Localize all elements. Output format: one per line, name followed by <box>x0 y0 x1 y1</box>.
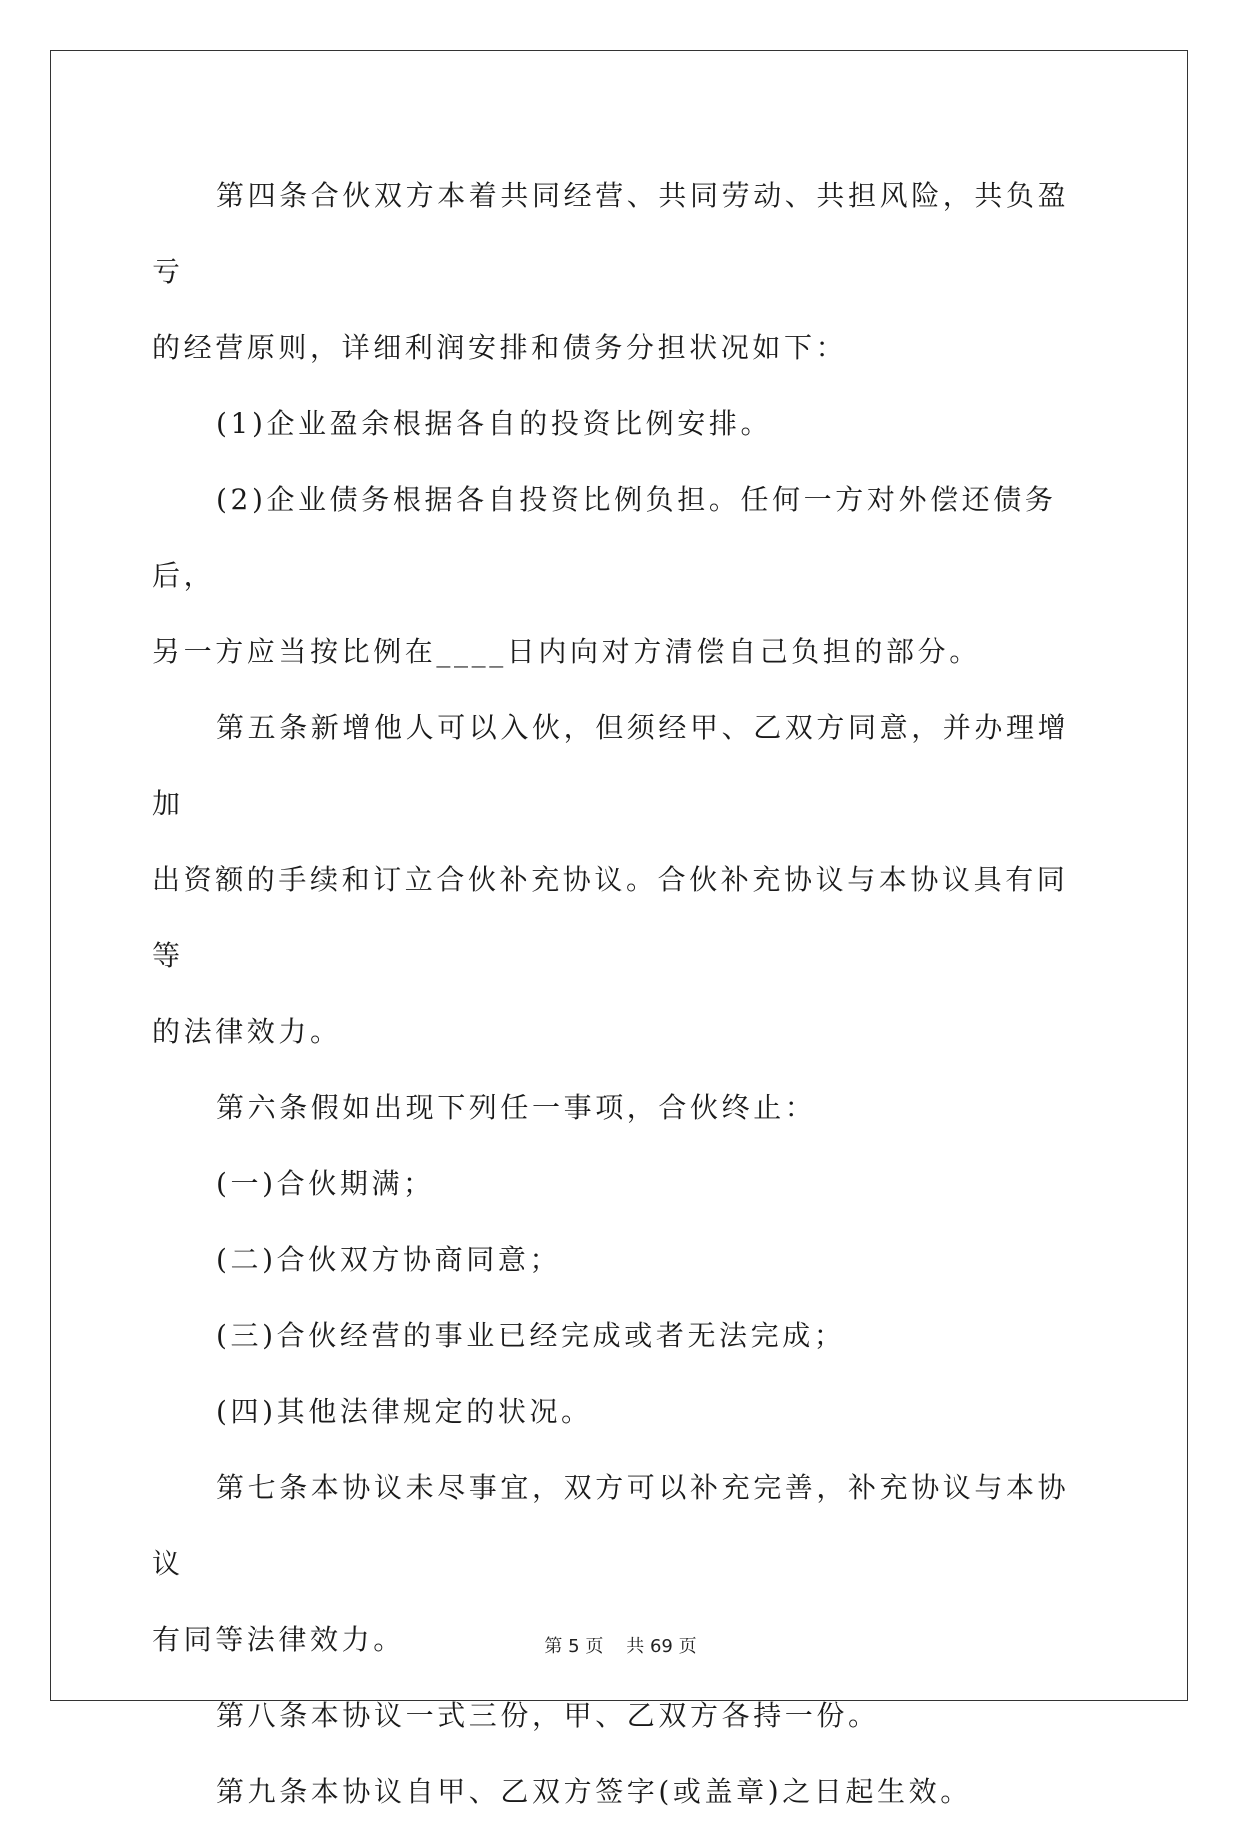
paragraph-line: 第六条假如出现下列任一事项，合伙终止： <box>216 1091 817 1124</box>
footer-spacer <box>603 1636 626 1657</box>
paragraph-line: 第七条本协议未尽事宜，双方可以补充完善，补充协议与本协议 <box>152 1471 1070 1580</box>
paragraph-line: 另一方应当按比例在____日内向对方清偿自己负担的部分。 <box>152 635 981 668</box>
paragraph-line: (四)其他法律规定的状况。 <box>216 1395 593 1428</box>
paragraph-line: 出资额的手续和订立合伙补充协议。合伙补充协议与本协议具有同等 <box>152 863 1069 972</box>
paragraph-line: 第五条新增他人可以入伙，但须经甲、乙双方同意，并办理增加 <box>152 711 1070 820</box>
paragraph-line: 第八条本协议一式三份，甲、乙双方各持一份。 <box>216 1699 880 1732</box>
page-number: 第 5 页 <box>544 1636 604 1657</box>
page-footer <box>0 1632 1241 1658</box>
paragraph-line: 第九条本协议自甲、乙双方签字(或盖章)之日起生效。 <box>216 1775 972 1808</box>
page-total: 共 69 页 <box>626 1636 697 1657</box>
paragraph-line: (三)合伙经营的事业已经完成或者无法完成； <box>216 1319 846 1352</box>
paragraph-line: (二)合伙双方协商同意； <box>216 1243 562 1276</box>
paragraph-line: 的经营原则，详细利润安排和债务分担状况如下： <box>152 331 848 364</box>
paragraph-line: 第四条合伙双方本着共同经营、共同劳动、共担风险，共负盈亏 <box>152 179 1070 288</box>
paragraph-line: (2)企业债务根据各自投资比例负担。任何一方对外偿还债务后， <box>152 483 1057 592</box>
paragraph-line: (1)企业盈余根据各自的投资比例安排。 <box>216 407 773 440</box>
document-body <box>152 158 1092 1830</box>
paragraph-line: 的法律效力。 <box>152 1015 342 1048</box>
paragraph-line: 有同等法律效力。 <box>152 1623 405 1656</box>
paragraph-line: (一)合伙期满； <box>216 1167 435 1200</box>
